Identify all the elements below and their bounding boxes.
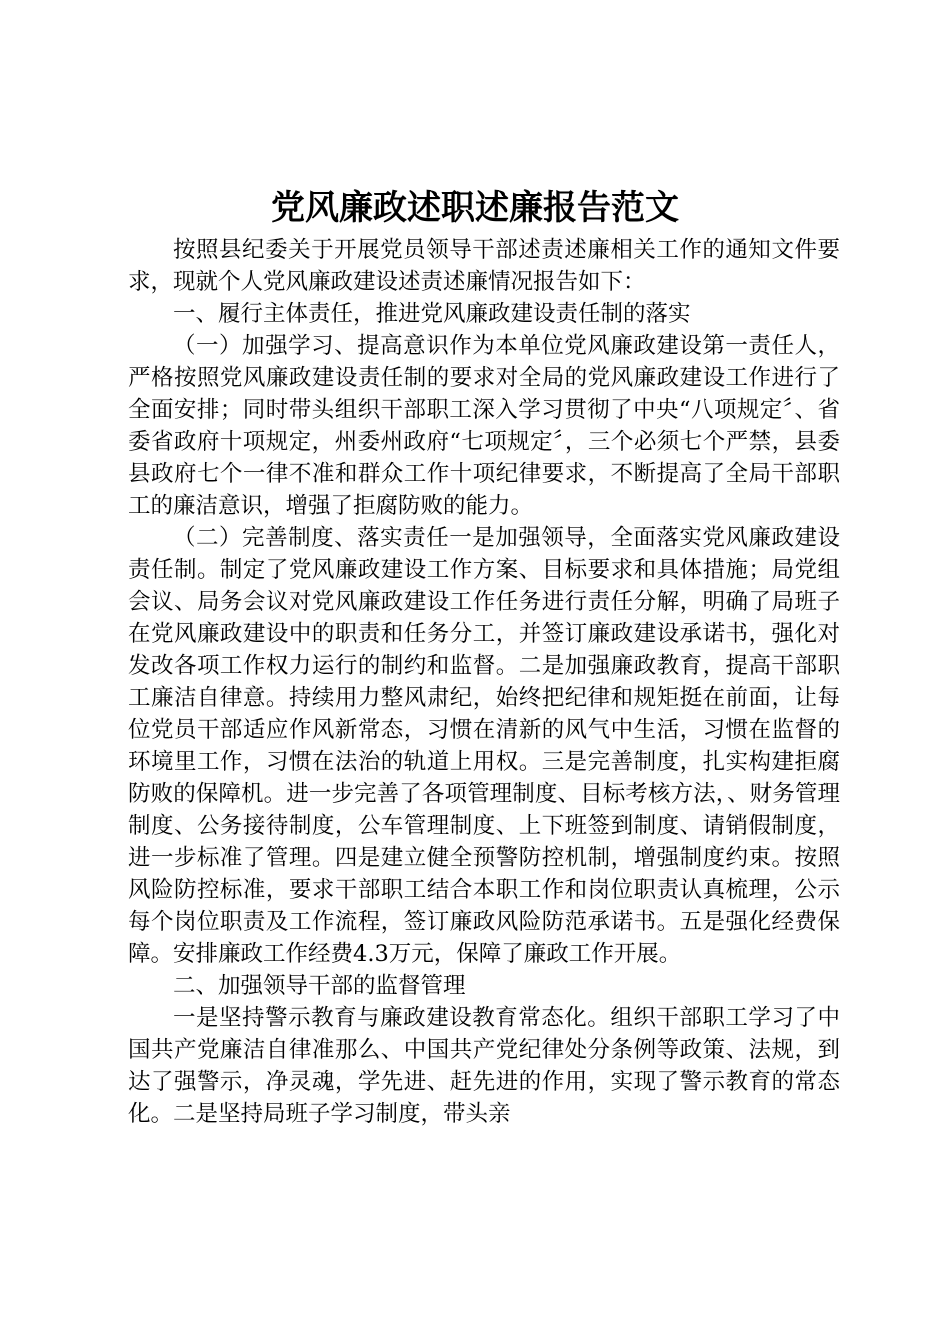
paragraph-intro: 按照县纪委关于开展党员领导干部述责述廉相关工作的通知文件要求，现就个人党风廉政建设述责述廉情况报告如下： <box>128 237 840 295</box>
document-body <box>128 234 840 1130</box>
section-heading-1: 一、履行主体责任，推进党风廉政建设责任制的落实 <box>173 301 691 327</box>
document-title: 党风廉政述职述廉报告范文 <box>271 188 679 228</box>
paragraph-system: （二）完善制度、落实责任一是加强领导，全面落实党风廉政建设责任制。制定了党风廉政建设工作方案、目标要求和具体措施；局党组会议、局务会议对党风廉政建设工作任务进行责任分解，明确了局班子在党风廉政建设中的职责和任务分工，并签订廉政建设承诺书，强化对发改各项工作权力运行的制约和监督。二是加强廉政教育，提高干部职工廉洁自律意。持续用力整风肃纪，始终把纪律和规矩挺在前面，让每位党员干部适应作风新常态，习惯在清新的风气中生活，习惯在监督的环境里工作，习惯在法治的轨道上用权。三是完善制度，扎实构建拒腐防败的保障机。进一步完善了各项管理制度、目标考核方法，、财务管理制度、公务接待制度，公车管理制度、上下班签到制度、请销假制度，进一步标准了管理。四是建立健全预警防控机制，增强制度约束。按照风险防控标准，要求干部职工结合本职工作和岗位职责认真梳理，公示每个岗位职责及工作流程，签订廉政风险防范承诺书。五是强化经费保障。安排廉政工作经费4.3万元，保障了廉政工作开展。 <box>128 525 840 967</box>
paragraph-supervision: 一是坚持警示教育与廉政建设教育常态化。组织干部职工学习了中国共产党廉洁自律准那么、中国共产党纪律处分条例等政策、法规，到达了强警示，净灵魂，学先进、赶先进的作用，实现了警示教育的常态化。二是坚持局班子学习制度，带头亲 <box>128 1005 840 1127</box>
paragraph-study: （一）加强学习、提高意识作为本单位党风廉政建设第一责任人，严格按照党风廉政建设责任制的要求对全局的党风廉政建设工作进行了全面安排；同时带头组织干部职工深入学习贯彻了中央“八项规定〞、省委省政府十项规定，州委州政府“七项规定〞，三个必须七个严禁，县委县政府七个一律不准和群众工作十项纪律要求，不断提高了全局干部职工的廉洁意识，增强了拒腐防败的能力。 <box>128 333 840 519</box>
section-heading-2: 二、加强领导干部的监督管理 <box>173 973 466 999</box>
